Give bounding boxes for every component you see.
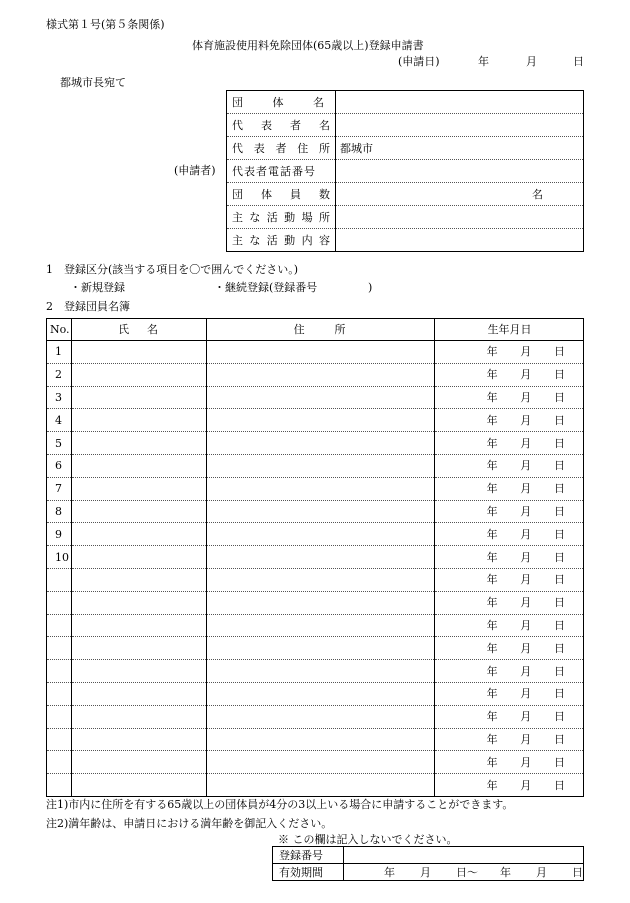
member-address-cell[interactable]	[206, 682, 434, 705]
member-address-cell[interactable]	[206, 432, 434, 455]
registration-number-field[interactable]	[344, 847, 584, 864]
table-row	[47, 432, 584, 455]
roster-body	[47, 341, 584, 797]
office-use-caption: ※ この欄は記入しないでください。	[278, 833, 458, 846]
table-row	[47, 568, 584, 591]
table-row	[47, 591, 584, 614]
renewal-number-close: )	[368, 281, 373, 294]
applicant-row	[227, 206, 584, 229]
table-row	[47, 637, 584, 660]
validity-from-month: 月	[420, 865, 431, 879]
table-row	[47, 454, 584, 477]
member-name-cell[interactable]	[71, 523, 206, 546]
column-birthdate: 生年月日	[434, 319, 583, 341]
addressee: 都城市長宛て	[60, 76, 126, 89]
birth-month-unit: 月	[520, 755, 532, 769]
birth-year-unit: 年	[486, 618, 498, 632]
row-number	[47, 774, 72, 797]
member-address-cell[interactable]	[206, 591, 434, 614]
label-representative-address: 代 表 者 住 所	[232, 141, 330, 155]
application-date-month[interactable]: 月	[526, 55, 537, 68]
row-number: 7	[47, 477, 72, 500]
birth-day-unit: 日	[554, 778, 565, 792]
birth-month-unit: 月	[520, 368, 532, 382]
member-birthdate-cell[interactable]	[434, 432, 583, 455]
member-name-cell[interactable]	[71, 409, 206, 432]
row-number	[47, 637, 72, 660]
applicant-row	[227, 114, 584, 137]
birth-year-unit: 年	[486, 687, 498, 701]
label-activity-content: 主 な 活 動 内 容	[232, 233, 330, 247]
member-birthdate-cell[interactable]	[434, 774, 583, 797]
birth-day-unit: 日	[554, 687, 565, 701]
birth-month-unit: 月	[520, 459, 532, 473]
table-row	[47, 660, 584, 683]
member-name-cell[interactable]	[71, 728, 206, 751]
birth-day-unit: 日	[554, 482, 565, 496]
member-name-cell[interactable]	[71, 637, 206, 660]
validity-from-year: 年	[384, 865, 395, 879]
validity-from-day: 日〜	[456, 865, 478, 879]
birth-month-unit: 月	[520, 436, 532, 450]
member-name-cell[interactable]	[71, 363, 206, 386]
member-name-cell[interactable]	[71, 614, 206, 637]
birth-month-unit: 月	[520, 345, 532, 359]
member-name-cell[interactable]	[71, 568, 206, 591]
applicant-label: (申請者)	[174, 164, 216, 177]
member-address-cell[interactable]	[206, 386, 434, 409]
member-birthdate-cell[interactable]	[434, 363, 583, 386]
birth-day-unit: 日	[554, 345, 565, 359]
birth-year-unit: 年	[486, 778, 498, 792]
validity-period-label: 有効期間	[273, 864, 344, 881]
member-roster-table	[46, 318, 584, 797]
applicant-row	[227, 183, 584, 206]
member-address-cell[interactable]	[206, 660, 434, 683]
table-row	[47, 386, 584, 409]
member-birthdate-cell[interactable]	[434, 705, 583, 728]
member-birthdate-cell[interactable]	[434, 591, 583, 614]
member-address-cell[interactable]	[206, 454, 434, 477]
table-row	[47, 523, 584, 546]
member-address-cell[interactable]	[206, 728, 434, 751]
member-birthdate-cell[interactable]	[434, 523, 583, 546]
application-date-year[interactable]: 年	[478, 55, 489, 68]
office-row	[273, 864, 584, 881]
birth-day-unit: 日	[554, 710, 565, 724]
birth-year-unit: 年	[486, 368, 498, 382]
office-row	[273, 847, 584, 864]
form-number: 様式第１号(第５条関係)	[46, 18, 165, 31]
table-row	[47, 705, 584, 728]
birth-month-unit: 月	[520, 710, 532, 724]
member-birthdate-cell[interactable]	[434, 614, 583, 637]
validity-to-month: 月	[536, 865, 547, 879]
row-number	[47, 705, 72, 728]
birth-year-unit: 年	[486, 664, 498, 678]
member-birthdate-cell[interactable]	[434, 751, 583, 774]
birth-year-unit: 年	[486, 482, 498, 496]
member-address-cell[interactable]	[206, 523, 434, 546]
member-name-cell[interactable]	[71, 477, 206, 500]
member-name-cell[interactable]	[71, 751, 206, 774]
member-address-cell[interactable]	[206, 341, 434, 364]
column-no: No.	[47, 319, 72, 341]
member-address-cell[interactable]	[206, 363, 434, 386]
applicant-row	[227, 137, 584, 160]
member-birthdate-cell[interactable]	[434, 386, 583, 409]
birth-day-unit: 日	[554, 459, 565, 473]
row-number	[47, 591, 72, 614]
member-name-cell[interactable]	[71, 432, 206, 455]
birth-month-unit: 月	[520, 641, 532, 655]
row-number: 2	[47, 363, 72, 386]
section2-heading: 2 登録団員名簿	[46, 300, 130, 313]
table-row	[47, 728, 584, 751]
section1-heading: 1 登録区分(該当する項目を〇で囲んでください。)	[46, 263, 299, 276]
member-address-cell[interactable]	[206, 774, 434, 797]
member-name-cell[interactable]	[71, 660, 206, 683]
table-row	[47, 774, 584, 797]
member-birthdate-cell[interactable]	[434, 546, 583, 569]
member-name-cell[interactable]	[71, 682, 206, 705]
birth-year-unit: 年	[486, 755, 498, 769]
member-count-unit: 名	[532, 187, 543, 201]
birth-day-unit: 日	[554, 573, 565, 587]
birth-year-unit: 年	[486, 436, 498, 450]
row-number	[47, 751, 72, 774]
birth-month-unit: 月	[520, 504, 532, 518]
validity-to-year: 年	[500, 865, 511, 879]
registration-number-label: 登録番号	[273, 847, 344, 864]
row-number: 8	[47, 500, 72, 523]
member-birthdate-cell[interactable]	[434, 454, 583, 477]
roster-header	[47, 319, 584, 341]
birth-month-unit: 月	[520, 390, 532, 404]
birth-year-unit: 年	[486, 459, 498, 473]
birth-day-unit: 日	[554, 436, 565, 450]
member-name-cell[interactable]	[71, 774, 206, 797]
birth-day-unit: 日	[554, 641, 565, 655]
application-date-label: (申請日)	[398, 55, 440, 68]
member-name-cell[interactable]	[71, 341, 206, 364]
birth-month-unit: 月	[520, 527, 532, 541]
birth-day-unit: 日	[554, 618, 565, 632]
birth-month-unit: 月	[520, 778, 532, 792]
birth-month-unit: 月	[520, 687, 532, 701]
member-name-cell[interactable]	[71, 386, 206, 409]
birth-year-unit: 年	[486, 732, 498, 746]
row-number: 4	[47, 409, 72, 432]
birth-day-unit: 日	[554, 755, 565, 769]
birth-month-unit: 月	[520, 732, 532, 746]
member-birthdate-cell[interactable]	[434, 500, 583, 523]
member-address-cell[interactable]	[206, 614, 434, 637]
member-name-cell[interactable]	[71, 705, 206, 728]
birth-month-unit: 月	[520, 482, 532, 496]
birth-year-unit: 年	[486, 641, 498, 655]
applicant-row	[227, 160, 584, 183]
applicant-row	[227, 229, 584, 252]
member-name-cell[interactable]	[71, 500, 206, 523]
birth-day-unit: 日	[554, 596, 565, 610]
member-birthdate-cell[interactable]	[434, 341, 583, 364]
birth-month-unit: 月	[520, 573, 532, 587]
table-row	[47, 341, 584, 364]
row-number: 3	[47, 386, 72, 409]
member-address-cell[interactable]	[206, 546, 434, 569]
birth-day-unit: 日	[554, 732, 565, 746]
label-activity-place: 主 な 活 動 場 所	[232, 210, 330, 224]
row-number	[47, 728, 72, 751]
row-number: 9	[47, 523, 72, 546]
row-number	[47, 682, 72, 705]
member-birthdate-cell[interactable]	[434, 409, 583, 432]
birth-day-unit: 日	[554, 550, 565, 564]
birth-month-unit: 月	[520, 413, 532, 427]
member-address-cell[interactable]	[206, 568, 434, 591]
birth-month-unit: 月	[520, 664, 532, 678]
column-name: 氏名	[71, 319, 206, 341]
birth-year-unit: 年	[486, 573, 498, 587]
member-count-field[interactable]	[336, 183, 584, 206]
member-birthdate-cell[interactable]	[434, 568, 583, 591]
member-address-cell[interactable]	[206, 500, 434, 523]
page-title: 体育施設使用料免除団体(65歳以上)登録申請書	[192, 39, 424, 52]
row-number: 1	[55, 345, 62, 359]
note-2: 注2)満年齢は、申請日における満年齢を御記入ください。	[46, 817, 333, 830]
member-address-cell[interactable]	[206, 477, 434, 500]
birth-year-unit: 年	[486, 527, 498, 541]
birth-month-unit: 月	[520, 618, 532, 632]
validity-to-day: 日	[572, 865, 583, 879]
table-row	[47, 409, 584, 432]
office-use-table	[272, 846, 584, 881]
row-number	[47, 660, 72, 683]
row-number: 6	[47, 454, 72, 477]
row-number: 10	[47, 546, 72, 569]
birth-year-unit: 年	[486, 596, 498, 610]
member-birthdate-cell[interactable]	[434, 660, 583, 683]
row-number	[47, 568, 72, 591]
birth-year-unit: 年	[486, 390, 498, 404]
birth-year-unit: 年	[486, 345, 498, 359]
member-name-cell[interactable]	[71, 546, 206, 569]
birth-day-unit: 日	[554, 390, 565, 404]
label-representative-name: 代 表 者 名	[232, 118, 330, 132]
birth-day-unit: 日	[554, 504, 565, 518]
label-group-name: 団 体 名	[232, 95, 324, 109]
option-renewal-registration[interactable]: ・継続登録(登録番号	[214, 281, 318, 294]
table-row	[47, 614, 584, 637]
member-name-cell[interactable]	[71, 454, 206, 477]
validity-period-field[interactable]	[344, 864, 584, 881]
table-row	[47, 546, 584, 569]
table-row	[47, 477, 584, 500]
representative-address-field[interactable]: 都城市	[336, 137, 584, 160]
group-name-field[interactable]	[336, 91, 584, 114]
table-row	[47, 363, 584, 386]
birth-day-unit: 日	[554, 413, 565, 427]
member-address-cell[interactable]	[206, 409, 434, 432]
birth-month-unit: 月	[520, 550, 532, 564]
note-1: 注1)市内に住所を有する65歳以上の団体員が4分の3以上いる場合に申請することができます。	[46, 798, 514, 811]
representative-name-field[interactable]	[336, 114, 584, 137]
activity-content-field[interactable]	[336, 229, 584, 252]
representative-phone-field[interactable]	[336, 160, 584, 183]
birth-day-unit: 日	[554, 527, 565, 541]
birth-year-unit: 年	[486, 504, 498, 518]
label-member-count: 団 体 員 数	[232, 187, 330, 201]
birth-year-unit: 年	[486, 710, 498, 724]
member-address-cell[interactable]	[206, 637, 434, 660]
member-birthdate-cell[interactable]	[434, 477, 583, 500]
birth-year-unit: 年	[486, 413, 498, 427]
column-address: 住所	[206, 319, 434, 341]
member-address-cell[interactable]	[206, 751, 434, 774]
table-row	[47, 500, 584, 523]
option-new-registration[interactable]: ・新規登録	[70, 281, 125, 294]
validity-units	[344, 867, 583, 878]
applicant-row	[227, 91, 584, 114]
label-representative-phone: 代表者電話番号	[227, 160, 336, 183]
birth-year-unit: 年	[486, 550, 498, 564]
table-row	[47, 751, 584, 774]
birth-month-unit: 月	[520, 596, 532, 610]
member-birthdate-cell[interactable]	[434, 637, 583, 660]
member-address-cell[interactable]	[206, 705, 434, 728]
applicant-table	[226, 90, 584, 252]
birth-day-unit: 日	[554, 664, 565, 678]
member-birthdate-cell[interactable]	[434, 682, 583, 705]
row-number: 5	[47, 432, 72, 455]
table-row	[47, 682, 584, 705]
member-birthdate-cell[interactable]	[434, 728, 583, 751]
row-number	[47, 614, 72, 637]
activity-place-field[interactable]	[336, 206, 584, 229]
member-name-cell[interactable]	[71, 591, 206, 614]
application-date-day[interactable]: 日	[573, 55, 584, 68]
birth-day-unit: 日	[554, 368, 565, 382]
